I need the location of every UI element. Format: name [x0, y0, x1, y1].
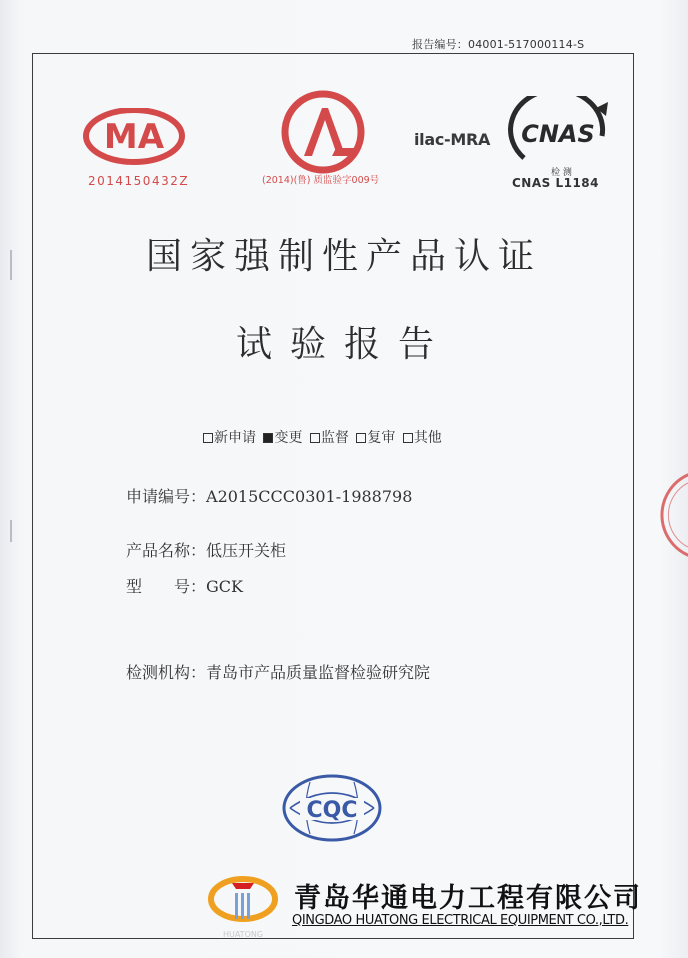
field-value: GCK — [206, 577, 243, 596]
cqc-logo-text: CQC — [306, 798, 358, 823]
checkbox-icon — [356, 433, 366, 443]
application-number-field — [126, 484, 412, 507]
model-field — [126, 574, 243, 597]
option-label: 复审 — [367, 430, 396, 446]
company-name-english: QINGDAO HUATONG ELECTRICAL EQUIPMENT CO.,LTD. — [292, 913, 629, 928]
huatong-logo — [206, 873, 280, 943]
field-label: 申请编号： — [126, 487, 207, 506]
cnas-logo-text: CNAS — [521, 120, 595, 148]
ma-certificate-number: 2014150432Z — [88, 174, 190, 188]
product-name-field — [126, 538, 286, 561]
option-label: 监督 — [320, 430, 349, 446]
report-number: 报告编号：04001-517000114-S — [412, 38, 585, 51]
field-value: A2015CCC0301-1988798 — [206, 487, 413, 506]
checkbox-icon — [403, 433, 413, 443]
field-label: 号： — [174, 577, 207, 596]
testing-body-field — [126, 660, 430, 683]
option-change[interactable] — [263, 430, 302, 446]
ilac-mra-logo: ilac-MRA — [414, 130, 491, 149]
cal-certificate-number: (2014)(鲁) 质监验字009号 — [262, 175, 380, 186]
option-new-application[interactable] — [203, 430, 256, 446]
huatong-logo-text: HUATONG — [222, 930, 264, 939]
cqc-logo — [280, 772, 384, 844]
cnas-accreditation-number: CNAS L1184 — [512, 176, 600, 190]
field-label: 型 — [126, 577, 143, 596]
checkbox-icon — [203, 433, 213, 443]
option-review[interactable] — [356, 430, 395, 446]
checkbox-icon — [310, 433, 320, 443]
company-name-chinese: 青岛华通电力工程有限公司 — [294, 883, 642, 914]
report-type-options — [203, 427, 445, 447]
checkbox-checked-icon — [263, 433, 273, 443]
cal-logo-text: CAL — [321, 140, 325, 141]
ma-certification-logo — [80, 108, 188, 182]
document-title: 国家强制性产品认证 — [145, 236, 542, 277]
red-seal-stamp — [650, 470, 688, 560]
option-label: 新申请 — [214, 430, 256, 446]
option-label: 变更 — [274, 430, 303, 446]
cnas-subtitle: 检 测 — [551, 168, 572, 178]
document-subtitle: 试验报告 — [235, 324, 452, 365]
field-value: 低压开关柜 — [206, 541, 287, 560]
field-label: 产品名称： — [126, 541, 207, 560]
binding-mark — [10, 520, 12, 542]
ma-logo-text: MA — [103, 117, 165, 157]
option-label: 其他 — [413, 430, 442, 446]
field-label: 检测机构： — [126, 663, 207, 682]
option-supervision[interactable] — [310, 430, 349, 446]
option-other[interactable] — [403, 430, 442, 446]
field-value: 青岛市产品质量监督检验研究院 — [206, 663, 431, 682]
